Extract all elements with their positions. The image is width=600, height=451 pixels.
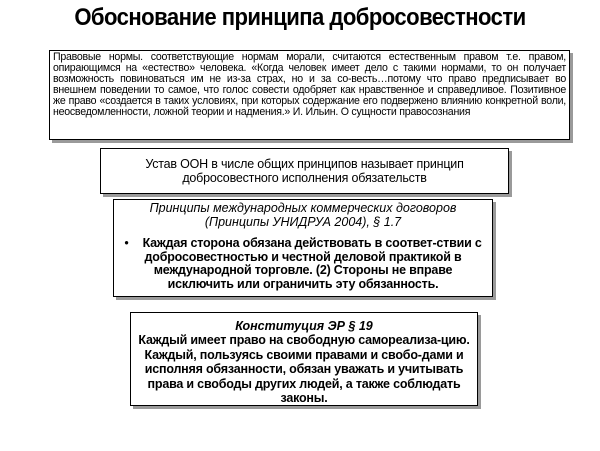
unidroit-box	[113, 199, 493, 297]
quote-box	[49, 50, 570, 140]
bullet-icon: •	[124, 236, 129, 250]
un-charter-box	[100, 148, 509, 194]
constitution-heading: Конституция ЭР § 19	[235, 319, 373, 333]
quote-text: Правовые нормы. соответствующие нормам морали, считаются естественным правом т.е. правом, опирающимся на «естество» человека. «Когда человек имеет дело с такими нормами, то он получает возможность повиноваться им не из-за страх, но и за со-весть…потому что право предписывает во внешнем поведении то самое, что голос совести одобряет как нравственное и справедливое. Позитивное же право «создается в таких условиях, при которых содержание его подвержено влиянию конкретной воли, неосведомленности, ложной теории и надмения.» И. Ильин. О сущности правосознания	[53, 51, 566, 119]
constitution-box	[130, 312, 478, 406]
un-charter-text: Устав ООН в числе общих принципов называет принцип добросовестного исполнения обязательств	[145, 157, 464, 185]
slide-title: Обоснование принципа добросовестности	[74, 4, 526, 31]
unidroit-text: Каждая сторона обязана действовать в соответ-ствии с добросовестностью и честной деловой практикой в международной торговле. (2) Стороны не вправе исключить или ограничить эту обязанность.	[142, 236, 482, 291]
constitution-text: Каждый имеет право на свободную самореализа-цию. Каждый, пользуясь своими правами и свобо-дами и исполняя обязанности, обязан уважать и учитывать права и свободы других людей, а также соблюдать законы.	[138, 333, 470, 405]
unidroit-text-paragraph	[120, 237, 486, 291]
unidroit-heading: Принципы международных коммерческих договоров (Принципы УНИДРУА 2004), § 1.7	[149, 201, 457, 229]
